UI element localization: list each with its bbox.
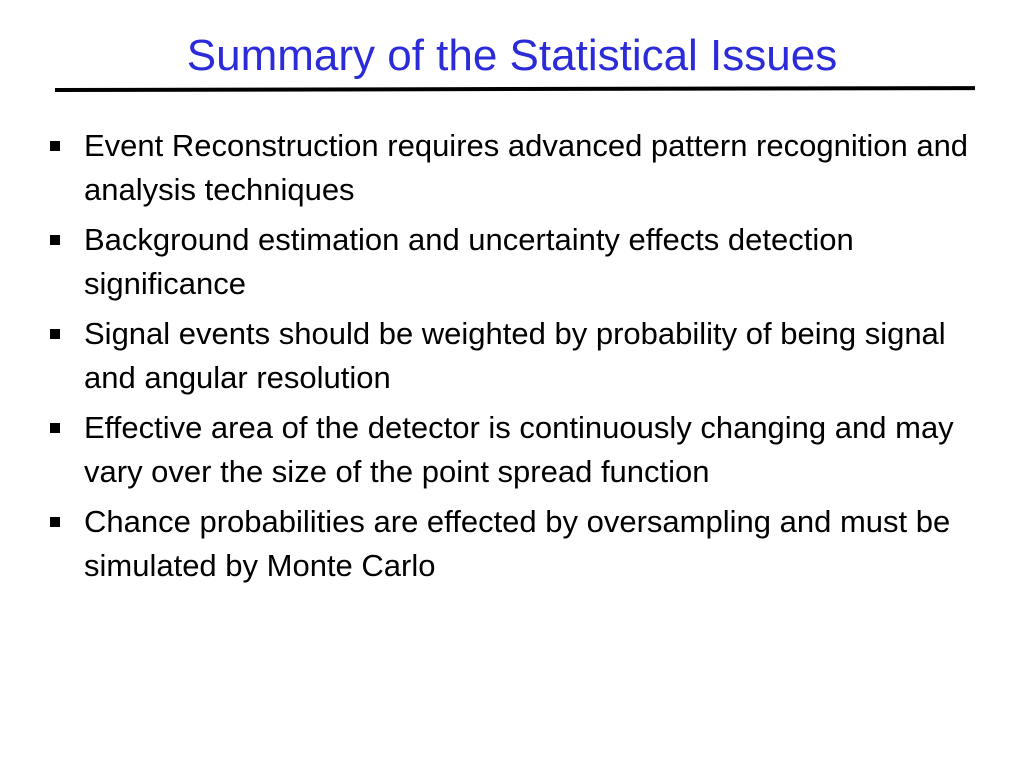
square-bullet-icon	[50, 141, 60, 151]
bullet-text: Signal events should be weighted by probability of being signal and angular resolution	[84, 316, 946, 395]
square-bullet-icon	[50, 329, 60, 339]
square-bullet-icon	[50, 235, 60, 245]
square-bullet-icon	[50, 517, 60, 527]
bullet-item	[40, 406, 980, 494]
slide-title: Summary of the Statistical Issues	[186, 31, 838, 80]
bullet-item	[40, 218, 980, 306]
bullet-item	[40, 500, 980, 588]
bullet-item	[40, 124, 980, 212]
bullet-text: Event Reconstruction requires advanced pattern recognition and analysis techniques	[84, 128, 969, 207]
bullet-item	[40, 312, 980, 400]
square-bullet-icon	[50, 423, 60, 433]
title-divider	[55, 86, 975, 92]
bullet-text: Background estimation and uncertainty effects detection significance	[84, 222, 854, 301]
bullet-text: Effective area of the detector is continuously changing and may vary over the size of the point spread function	[84, 410, 954, 489]
bullet-text: Chance probabilities are effected by oversampling and must be simulated by Monte Carlo	[84, 504, 951, 583]
bullet-list	[40, 124, 980, 594]
